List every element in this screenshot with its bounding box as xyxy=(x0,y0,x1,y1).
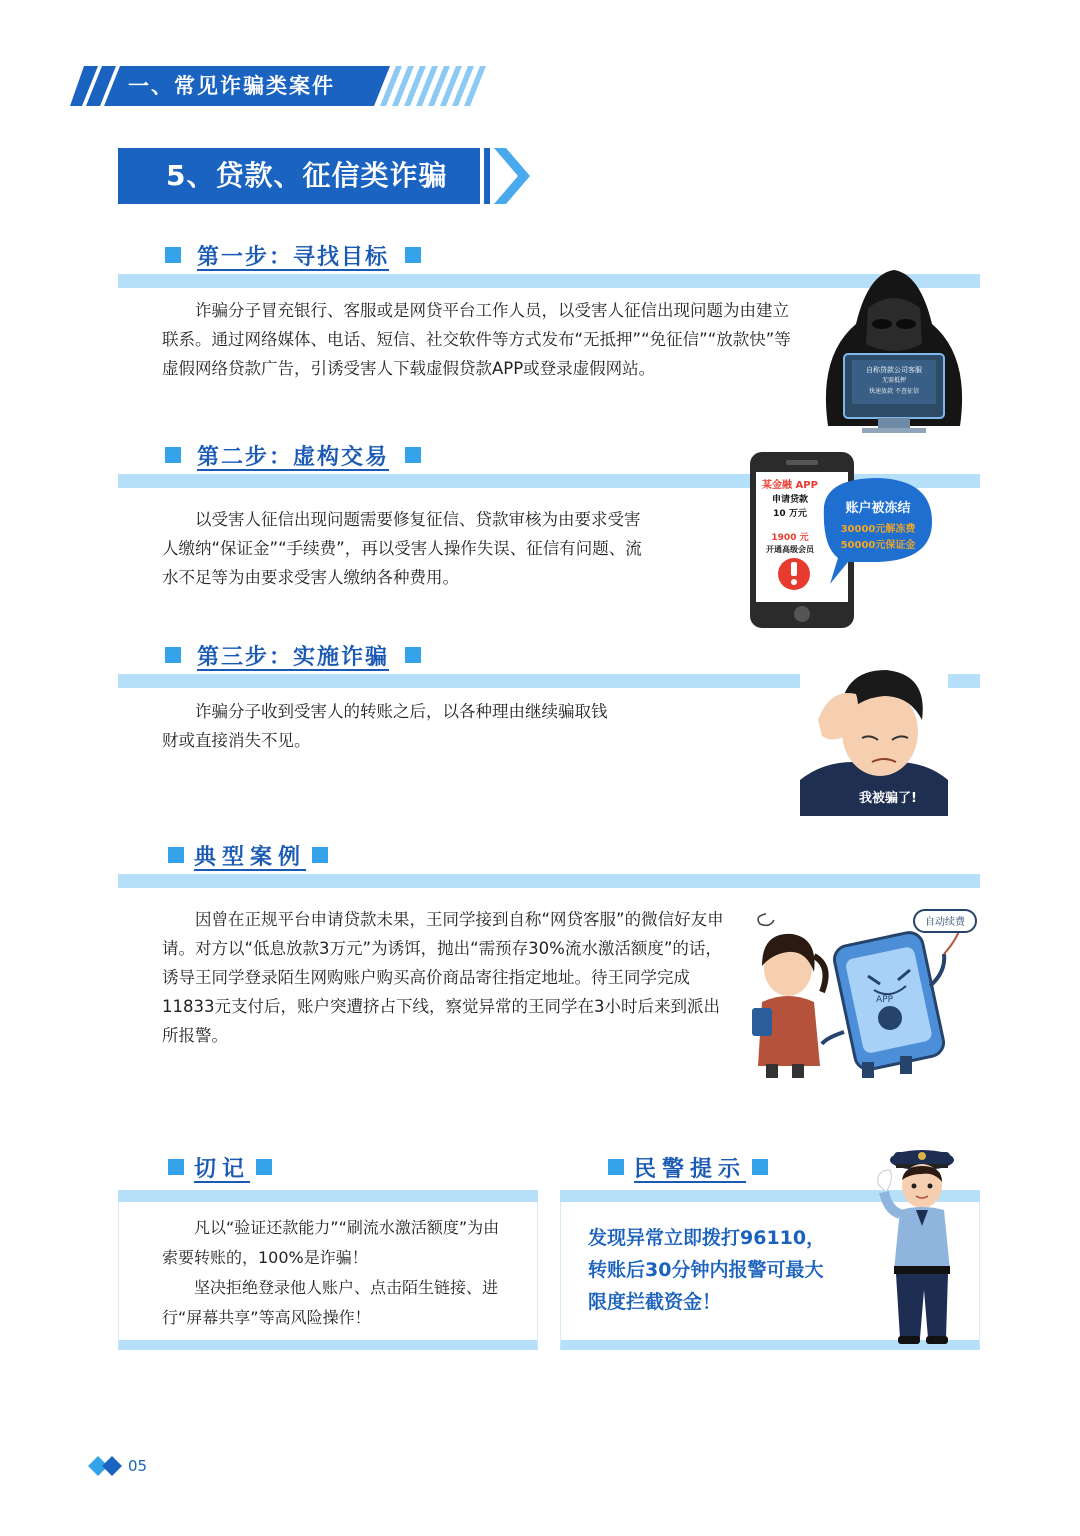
case-bar xyxy=(118,874,980,888)
remember-bar xyxy=(118,1190,538,1202)
step2-text: 以受害人征信出现问题需要修复征信、贷款审核为由要求受害人缴纳“保证金”“手续费”，再以受害人操作失误、征信有问题、流水不足等为由要求受害人缴纳各种费用。 xyxy=(162,510,642,587)
phone-illustration xyxy=(748,450,936,630)
page-marker-icon xyxy=(88,1456,124,1476)
hacker-screen-line3: 快速放款 不查征信 xyxy=(869,388,919,395)
square-marker-icon xyxy=(608,1159,624,1175)
square-marker-icon xyxy=(168,1159,184,1175)
bubble-title: 账户被冻结 xyxy=(845,501,911,516)
phone-loan-label: 申请贷款 xyxy=(771,495,809,505)
step1-title: 第一步：寻找目标 xyxy=(197,244,390,270)
phone-loan-amount: 10 万元 xyxy=(773,509,807,519)
app-label: APP xyxy=(876,995,894,1005)
victim-caption: 我被骗了! xyxy=(859,791,917,806)
section-title-accent xyxy=(484,148,530,204)
square-marker-icon xyxy=(405,247,421,263)
remember-line1: 凡以“验证还款能力”“刷流水激活额度”为由索要转账的，100%是诈骗！ xyxy=(162,1218,500,1267)
auto-renew-tag: 自动续费 xyxy=(925,917,965,928)
square-marker-icon xyxy=(312,847,328,863)
square-marker-icon xyxy=(165,247,181,263)
square-marker-icon xyxy=(752,1159,768,1175)
case-illustration xyxy=(740,906,980,1082)
bubble-line1: 30000元解冻费 xyxy=(840,524,916,535)
step2-header xyxy=(165,440,421,470)
square-marker-icon xyxy=(256,1159,272,1175)
hacker-illustration xyxy=(808,266,980,436)
chapter-title: 一、常见诈骗类案件 xyxy=(128,74,335,98)
step3-text: 诈骗分子收到受害人的转账之后，以各种理由继续骗取钱财或直接消失不见。 xyxy=(162,702,608,750)
police-tip-text: 发现异常立即拨打96110，转账后30分钟内报警可最大限度拦截资金！ xyxy=(588,1227,826,1313)
phone-fee: 1900 元 xyxy=(771,533,809,543)
remember-line2: 坚决拒绝登录他人账户、点击陌生链接、进行“屏幕共享”等高风险操作！ xyxy=(162,1278,499,1327)
remember-title: 切记 xyxy=(194,1156,251,1182)
phone-fee-label: 开通高级会员 xyxy=(766,545,814,554)
hacker-screen-line1: 自称贷款公司客服 xyxy=(866,366,922,374)
case-title: 典型案例 xyxy=(194,844,307,870)
step1-header xyxy=(165,240,421,270)
police-officer-illustration xyxy=(870,1140,966,1348)
case-header xyxy=(168,840,328,870)
square-marker-icon xyxy=(405,447,421,463)
phone-app-name: 某金融 APP xyxy=(762,480,818,491)
step1-text: 诈骗分子冒充银行、客服或是网贷平台工作人员，以受害人征信出现问题为由建立联系。通过网络媒体、电话、短信、社交软件等方式发布“无抵押”“免征信”“放款快”等虚假网络贷款广告，引诱受害人下载虚假贷款APP或登录虚假网站。 xyxy=(162,301,791,378)
saluting-glove xyxy=(878,1170,892,1192)
square-marker-icon xyxy=(165,447,181,463)
page-number: 05 xyxy=(128,1457,148,1475)
case-text: 因曾在正规平台申请贷款未果，王同学接到自称“网贷客服”的微信好友申请。对方以“低息放款3万元”为诱饵，抛出“需预存30%流水激活额度”的话，诱导王同学登录陌生网购账户购买高价商品寄往指定地址。待王同学完成11833元支付后，账户突遭挤占下线，察觉异常的王同学在3小时后来到派出所报警。 xyxy=(162,910,724,1045)
remember-header xyxy=(168,1152,272,1182)
square-marker-icon xyxy=(168,847,184,863)
bubble-line2: 50000元保证金 xyxy=(840,540,916,551)
hacker-screen-line2: 无需抵押 xyxy=(881,377,907,384)
victim-illustration xyxy=(800,660,950,816)
police-badge-icon xyxy=(918,1152,926,1160)
square-marker-icon xyxy=(165,647,181,663)
step3-title: 第三步：实施诈骗 xyxy=(197,644,390,670)
section-title: 5、贷款、征信类诈骗 xyxy=(118,148,480,204)
police-tip-header xyxy=(608,1152,768,1182)
step2-title: 第二步：虚构交易 xyxy=(197,444,390,470)
police-tip-title: 民警提示 xyxy=(634,1156,747,1182)
step3-header xyxy=(165,640,421,670)
square-marker-icon xyxy=(405,647,421,663)
